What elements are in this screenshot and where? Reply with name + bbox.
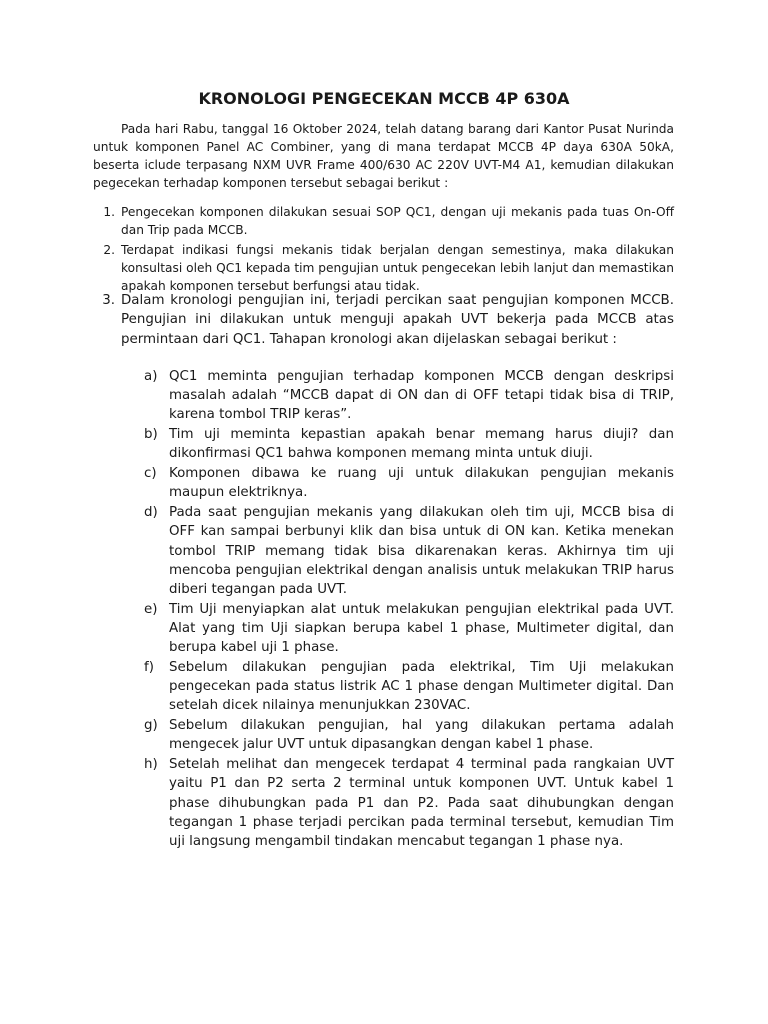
item-letter: c) (144, 466, 157, 482)
lettered-item (144, 367, 674, 425)
item-letter: f) (144, 660, 154, 676)
item-letter: g) (144, 718, 158, 734)
numbered-item (93, 203, 674, 239)
item-letter: d) (144, 505, 158, 521)
item-number: 3. (102, 293, 115, 308)
item-text: Dalam kronologi pengujian ini, terjadi percikan saat pengujian komponen MCCB. Pengujian ini dilakukan untuk menguji apakah UVT bekerja pada MCCB atas permintaan dari QC1. Tahapan kronologi akan dijelaskan sebagai berikut : (121, 293, 674, 347)
item-text: Tim uji meminta kepastian apakah benar memang harus diuji? dan dikonfirmasi QC1 bahwa komponen memang minta untuk diuji. (169, 427, 674, 462)
lettered-item (144, 503, 674, 599)
item-number: 1. (103, 205, 115, 219)
numbered-item (93, 241, 674, 295)
item-text: Tim Uji menyiapkan alat untuk melakukan pengujian elektrikal pada UVT. Alat yang tim Uji siapkan berupa kabel 1 phase, Multimeter digital, dan berupa kabel uji 1 phase. (169, 601, 674, 656)
lettered-item (144, 658, 674, 716)
numbered-item (93, 291, 674, 349)
item-text: Terdapat indikasi fungsi mekanis tidak berjalan dengan semestinya, maka dilakukan konsultasi oleh QC1 kepada tim pengujian untuk pengecekan lebih lanjut dan memastikan apakah komponen tersebut berfungsi atau tidak. (121, 243, 674, 293)
item-letter: h) (144, 757, 158, 773)
item-letter: a) (144, 369, 158, 384)
numbered-list (93, 203, 674, 297)
item-letter: b) (144, 427, 158, 443)
lettered-list (144, 367, 674, 852)
numbered-list-continued (93, 291, 674, 349)
item-text: QC1 meminta pengujian terhadap komponen MCCB dengan deskripsi masalah adalah “MCCB dapat di ON dan di OFF tetapi tidak bisa di TRIP, karena tombol TRIP keras”. (169, 369, 674, 423)
lettered-item (144, 464, 674, 502)
item-text: Sebelum dilakukan pengujian, hal yang dilakukan pertama adalah mengecek jalur UVT untuk dipasangkan dengan kabel 1 phase. (169, 718, 674, 753)
item-letter: e) (144, 601, 158, 617)
item-number: 2. (103, 243, 115, 257)
item-text: Komponen dibawa ke ruang uji untuk dilakukan pengujian mekanis maupun elektriknya. (169, 466, 674, 501)
lettered-item (144, 600, 674, 658)
item-text: Sebelum dilakukan pengujian pada elektrikal, Tim Uji melakukan pengecekan pada status listrik AC 1 phase dengan Multimeter digital. Dan setelah dicek nilainya menunjukkan 230VAC. (169, 660, 674, 714)
lettered-item (144, 716, 674, 754)
intro-paragraph: Pada hari Rabu, tanggal 16 Oktober 2024, telah datang barang dari Kantor Pusat Nurinda untuk komponen Panel AC Combiner, yang di mana terdapat MCCB 4P daya 630A 50kA, beserta iclude terpasang NXM UVR Frame 400/630 AC 220V UVT-M4 A1, kemudian dilakukan pegecekan terhadap komponen tersebut sebagai berikut : (93, 122, 674, 190)
item-text: Pada saat pengujian mekanis yang dilakukan oleh tim uji, MCCB bisa di OFF kan sampai berbunyi klik dan bisa untuk di ON kan. Ketika menekan tombol TRIP memang tidak bisa dikarenakan keras. Akhirnya tim uji mencoba pengujian elektrikal dengan analisis untuk melakukan TRIP harus diberi tegangan pada UVT. (169, 505, 674, 598)
document-title: KRONOLOGI PENGECEKAN MCCB 4P 630A (198, 89, 570, 108)
item-text: Pengecekan komponen dilakukan sesuai SOP QC1, dengan uji mekanis pada tuas On-Off dan Trip pada MCCB. (121, 205, 674, 237)
lettered-item (144, 425, 674, 463)
item-text: Setelah melihat dan mengecek terdapat 4 terminal pada rangkaian UVT yaitu P1 dan P2 serta 2 terminal untuk komponen UVT. Untuk kabel 1 phase dihubungkan pada P1 dan P2. Pada saat dihubungkan dengan tegangan 1 phase terjadi percikan pada terminal tersebut, kemudian Tim uji langsung mengambil tindakan mencabut tegangan 1 phase nya. (169, 757, 674, 850)
lettered-item (144, 755, 674, 851)
